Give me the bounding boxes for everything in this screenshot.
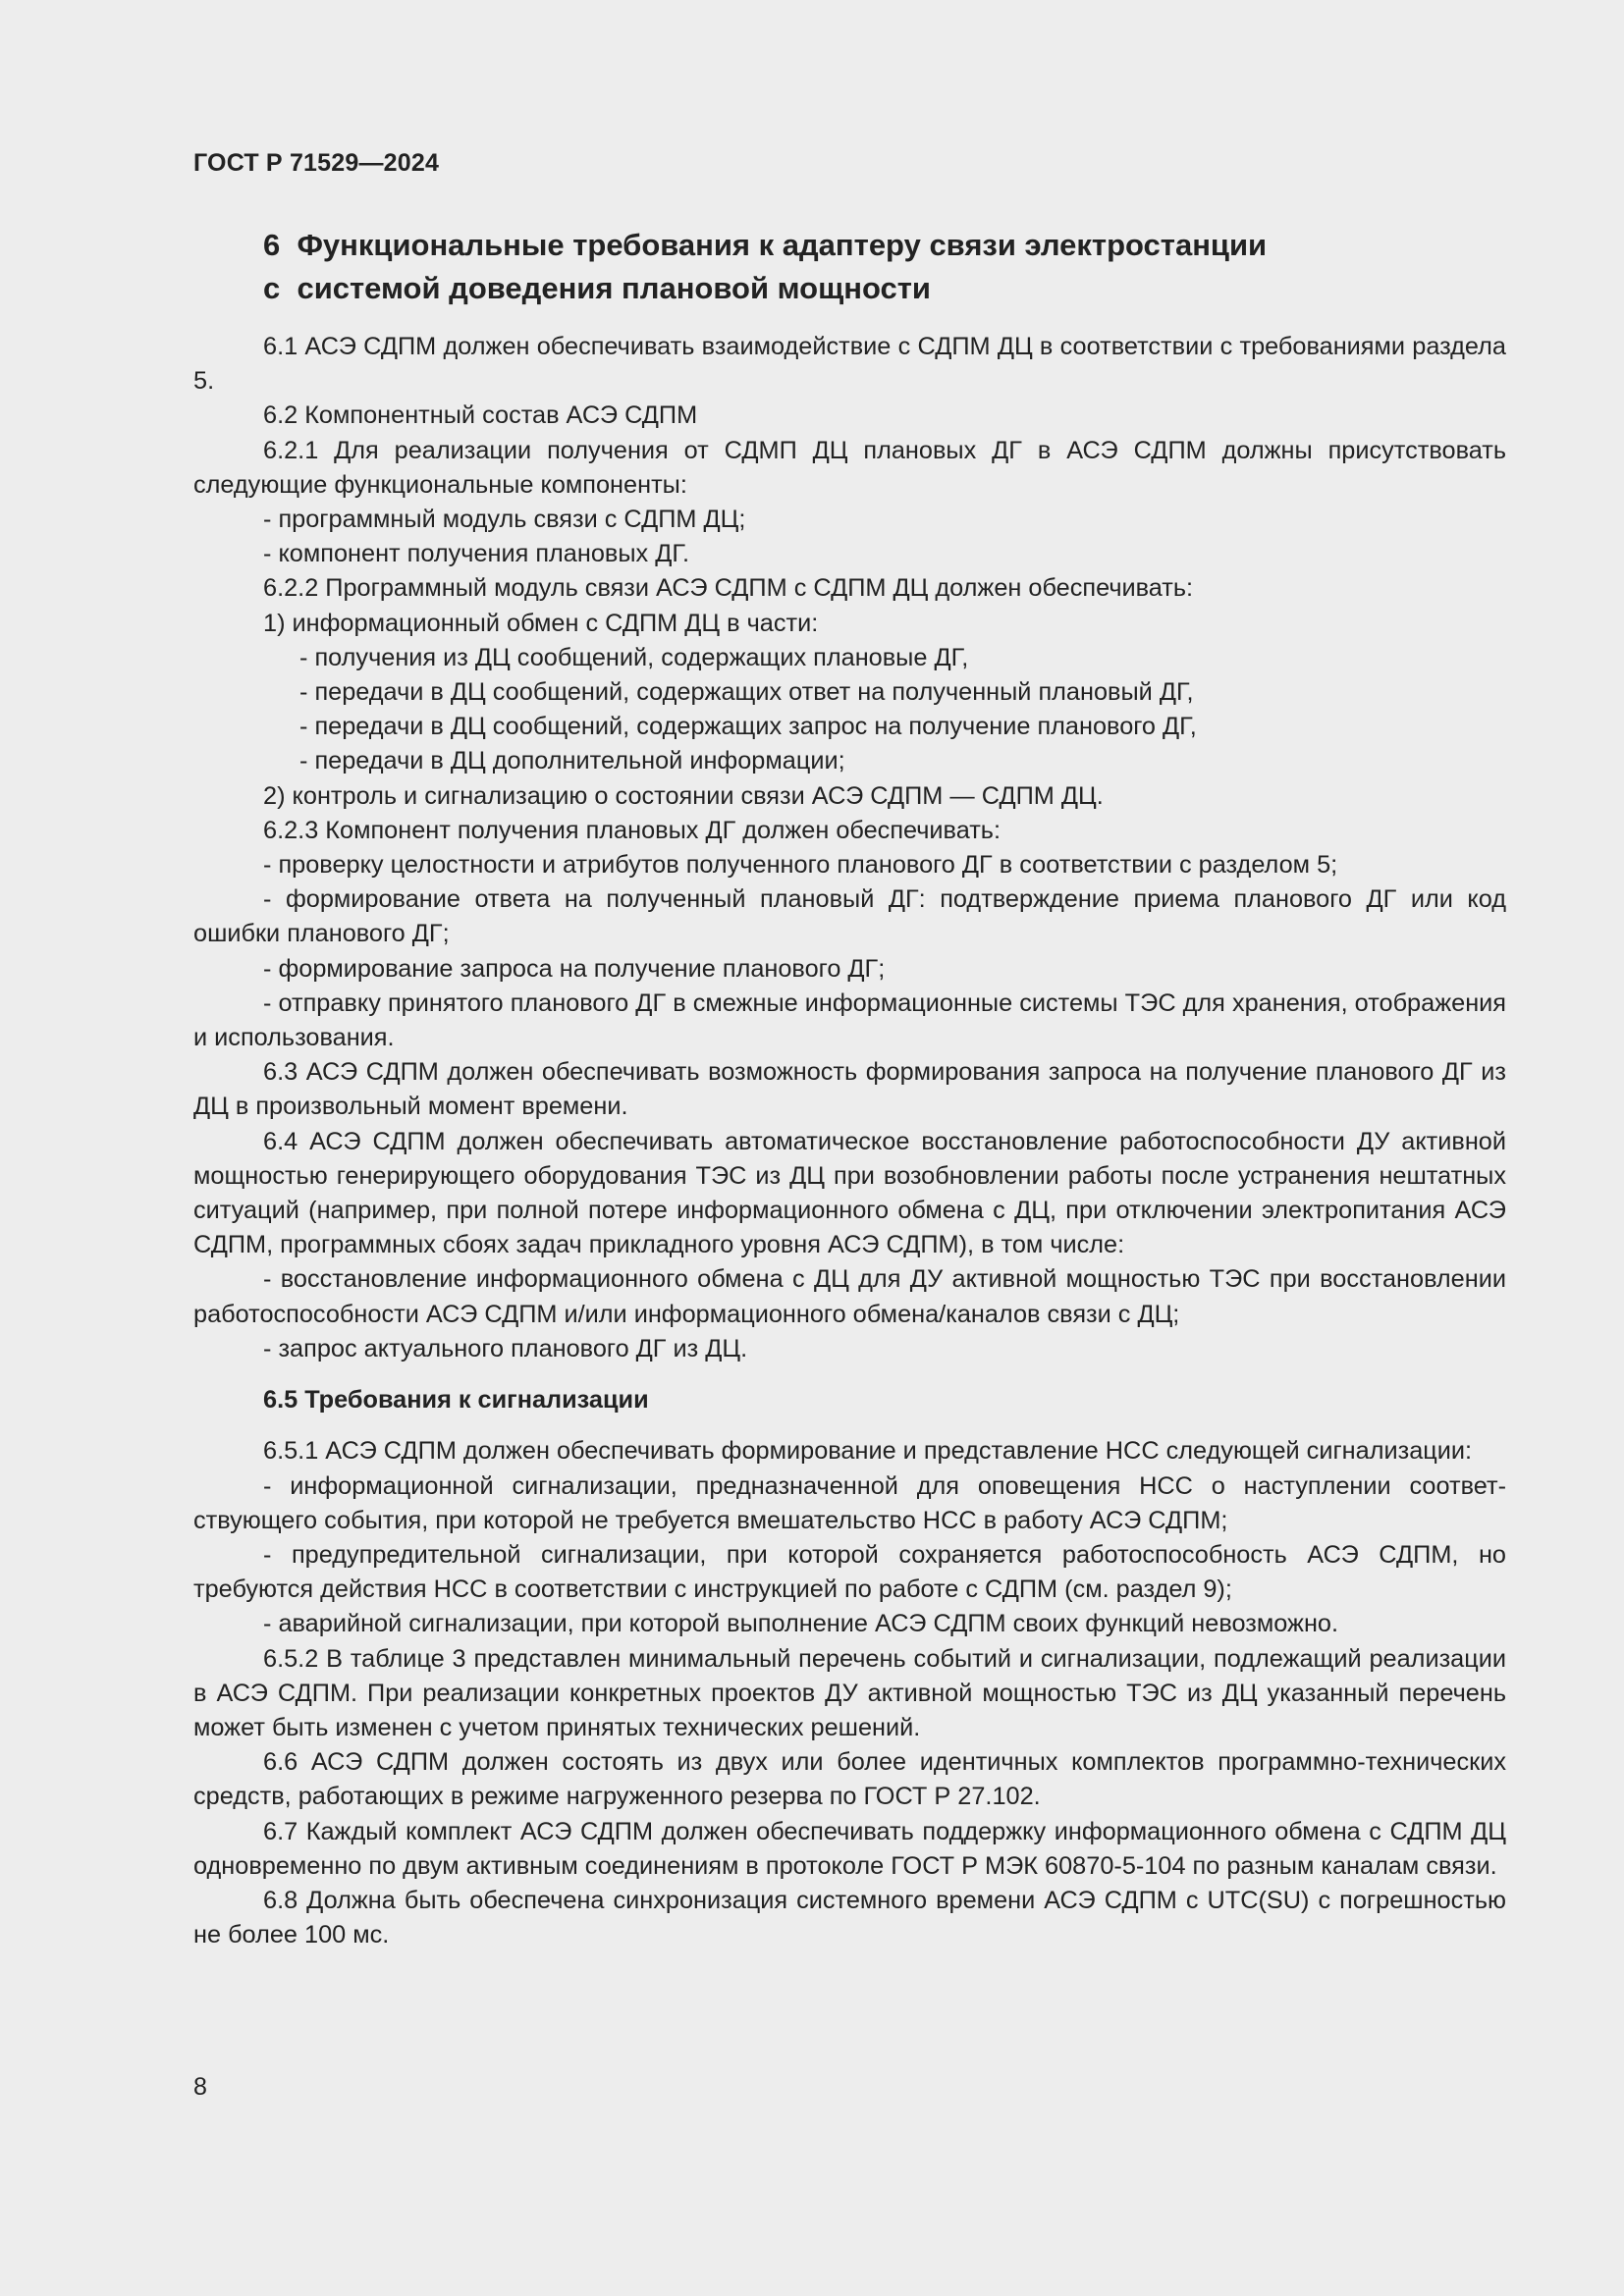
clause-6-2-1: 6.2.1 Для реализации получения от СДМП ДЦ плановых ДГ в АСЭ СДПМ должны присутствовать следующие функциональные компоненты: (193, 436, 1506, 499)
clause-6-2-2: 6.2.2 Программный модуль связи АСЭ СДПМ с СДПМ ДЦ должен обеспечивать: (263, 574, 1194, 603)
list-item: - формирование запроса на получение планового ДГ; (263, 954, 886, 983)
numbered-item: 1) информационный обмен с СДПМ ДЦ в части: (263, 609, 819, 637)
clause-6-6: 6.6 АСЭ СДПМ должен состоять из двух или более идентичных комплектов программно-технических средств, работающих в режиме нагруженного резерва по ГОСТ Р 27.102. (193, 1748, 1506, 1811)
clause-6-2-3: 6.2.3 Компонент получения плановых ДГ должен обеспечивать: (263, 816, 1001, 844)
list-item: - проверку целостности и атрибутов полученного планового ДГ в соответствии с разделом 5; (263, 851, 1338, 880)
list-item: - отправку принятого планового ДГ в смежные информационные системы ТЭС для хранения, отображения и использования. (193, 988, 1506, 1052)
clause-6-8: 6.8 Должна быть обеспечена синхронизация системного времени АСЭ СДПМ с UTC(SU) с погрешностью не более 100 мс. (193, 1886, 1506, 1949)
list-item: - информационной сигнализации, предназначенной для оповещения НСС о наступлении соответствующего события, при которой не требуется вмешательство НСС в работу АСЭ СДПМ; (193, 1471, 1506, 1534)
clause-6-3: 6.3 АСЭ СДПМ должен обеспечивать возможность формирования запроса на получение планового ДГ из ДЦ в произвольный момент времени. (193, 1058, 1506, 1121)
clause-6-4: 6.4 АСЭ СДПМ должен обеспечивать автоматическое восстановление работоспособности ДУ активной мощностью генерирующего оборудования ТЭС из ДЦ при возобновлении работы после устранения нештатных ситуаций (например, при полной потере информационного обмена с ДЦ, при отключении электропитания АСЭ СДПМ, программных сбоях задач прикладного уровня АСЭ СДПМ), в том числе: (193, 1127, 1506, 1259)
list-item: - передачи в ДЦ сообщений, содержащих ответ на полученный плановый ДГ, (299, 678, 1194, 707)
clause-6-2: 6.2 Компонентный состав АСЭ СДПМ (263, 401, 698, 430)
list-item: - запрос актуального планового ДГ из ДЦ. (263, 1334, 748, 1362)
document-body (193, 330, 1506, 1952)
list-item: - формирование ответа на полученный плановый ДГ: подтверждение приема планового ДГ или код ошибки планового ДГ; (193, 885, 1506, 948)
clause-6-7: 6.7 Каждый комплект АСЭ СДПМ должен обеспечивать поддержку информационного обмена с СДПМ ДЦ одновременно по двум активным соединениям в протоколе ГОСТ Р МЭК 60870-5-104 по разным каналам связи. (193, 1817, 1506, 1880)
list-item: - получения из ДЦ сообщений, содержащих плановые ДГ, (299, 643, 969, 671)
section-title-line-2: с системой доведения плановой мощности (263, 271, 931, 305)
section-title-line-1: 6 Функциональные требования к адаптеру связи электростанции (263, 228, 1268, 262)
page-number: 8 (193, 2073, 207, 2101)
list-item: - программный модуль связи с СДПМ ДЦ; (263, 506, 746, 534)
list-item: - компонент получения плановых ДГ. (263, 540, 689, 568)
clause-6-1: 6.1 АСЭ СДПМ должен обеспечивать взаимодействие с СДПМ ДЦ в соответствии с требованиями раздела 5. (193, 333, 1506, 396)
numbered-item: 2) контроль и сигнализацию о состоянии связи АСЭ СДПМ — СДПМ ДЦ. (263, 781, 1104, 810)
section-title (263, 224, 1530, 310)
document-designation: ГОСТ Р 71529—2024 (193, 149, 440, 177)
clause-6-5-1: 6.5.1 АСЭ СДПМ должен обеспечивать формирование и представление НСС следующей сигнализации: (263, 1437, 1473, 1466)
clause-6-5-2: 6.5.2 В таблице 3 представлен минимальный перечень событий и сигнализации, подлежащий реализации в АСЭ СДПМ. При реализации конкретных проектов ДУ активной мощностью ТЭС из ДЦ указанный перечень может быть изменен с учетом принятых технических решений. (193, 1644, 1506, 1741)
list-item: - передачи в ДЦ дополнительной информации; (299, 747, 845, 775)
list-item: - передачи в ДЦ сообщений, содержащих запрос на получение планового ДГ, (299, 713, 1197, 741)
list-item: - восстановление информационного обмена с ДЦ для ДУ активной мощностью ТЭС при восстановлении работоспособности АСЭ СДПМ и/или информационного обмена/каналов связи с ДЦ; (193, 1265, 1506, 1328)
list-item: - аварийной сигнализации, при которой выполнение АСЭ СДПМ своих функций невозможно. (263, 1610, 1339, 1638)
subsection-heading-6-5: 6.5 Требования к сигнализации (263, 1386, 649, 1415)
list-item: - предупредительной сигнализации, при которой сохраняется работоспособность АСЭ СДПМ, но требуются действия НСС в соответствии с инструкцией по работе с СДПМ (см. раздел 9); (193, 1540, 1506, 1604)
